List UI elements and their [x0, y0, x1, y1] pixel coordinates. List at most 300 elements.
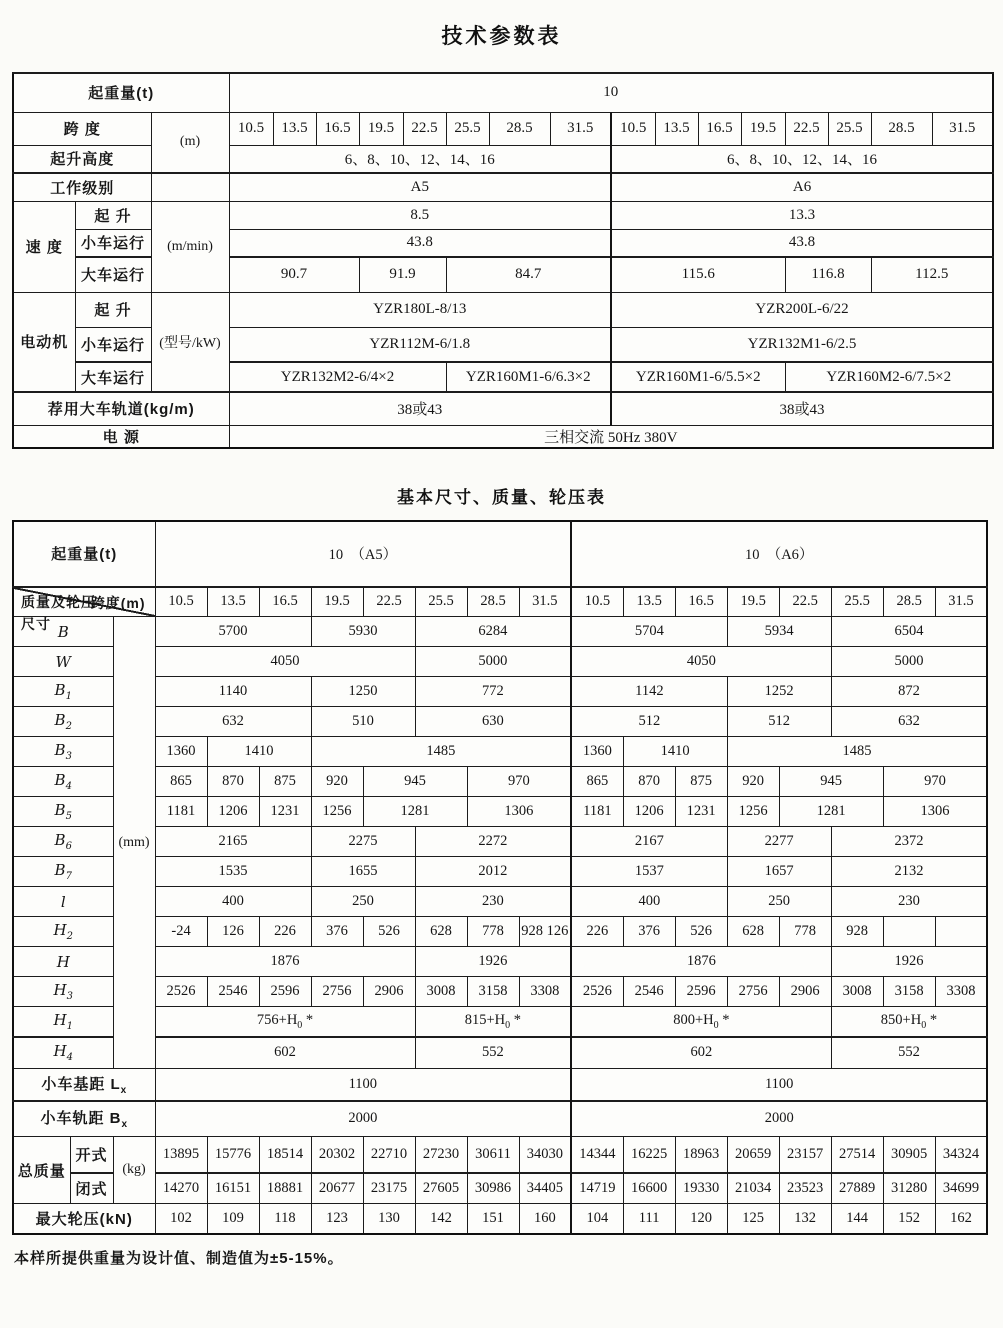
- table-cell: 2132: [831, 857, 987, 887]
- table-cell: 1926: [415, 947, 571, 977]
- table-cell: 13.5: [207, 587, 259, 617]
- table-cell: 512: [727, 707, 831, 737]
- table-cell: 111: [623, 1204, 675, 1234]
- table-cell: 14344: [571, 1137, 623, 1173]
- table-row: [13, 521, 987, 587]
- table-cell: 1410: [623, 737, 727, 767]
- table-cell: 90.7: [229, 257, 359, 292]
- table-row: [13, 647, 987, 677]
- table-cell: $B_5$: [13, 797, 113, 827]
- table-cell: $H_4$: [13, 1037, 113, 1069]
- table-cell: 1100: [571, 1069, 987, 1101]
- table-cell: $756+H_0$ *: [155, 1007, 415, 1037]
- table-cell: YZR160M2-6/7.5×2: [785, 362, 993, 392]
- table-row: [13, 947, 987, 977]
- table-cell: 27605: [415, 1173, 467, 1204]
- table-cell: 闭式: [70, 1173, 113, 1204]
- table-row: [13, 1137, 987, 1173]
- table-cell: 870: [207, 767, 259, 797]
- table-row: [13, 797, 987, 827]
- table-cell: 18514: [259, 1137, 311, 1173]
- table-cell: 2272: [415, 827, 571, 857]
- table-cell: 1306: [883, 797, 987, 827]
- table-cell: l: [13, 887, 113, 917]
- table-cell: 起重量(t): [13, 73, 229, 112]
- table-cell: 1306: [467, 797, 571, 827]
- table-cell: 2526: [571, 977, 623, 1007]
- table-cell: 1250: [311, 677, 415, 707]
- table-cell: 34405: [519, 1173, 571, 1204]
- table-cell: 230: [415, 887, 571, 917]
- table-cell: H: [13, 947, 113, 977]
- table-row: [13, 887, 987, 917]
- table-cell: 起 升: [75, 292, 151, 327]
- table-cell: 870: [623, 767, 675, 797]
- table-cell: 400: [155, 887, 311, 917]
- table-cell: 10.5: [611, 112, 655, 145]
- table-cell: 1655: [311, 857, 415, 887]
- table-cell: 142: [415, 1204, 467, 1234]
- table-row: [13, 292, 993, 327]
- table-cell: 27889: [831, 1173, 883, 1204]
- table-cell: 28.5: [489, 112, 550, 145]
- table-row: [13, 1069, 987, 1101]
- table-cell: 19330: [675, 1173, 727, 1204]
- table-cell: 945: [779, 767, 883, 797]
- table-cell: 30611: [467, 1137, 519, 1173]
- technical-parameters-table: [12, 72, 994, 449]
- table-cell: 526: [363, 917, 415, 947]
- table-cell: 928: [831, 917, 883, 947]
- table-cell: 116.8: [785, 257, 871, 292]
- table-row: [13, 617, 987, 647]
- table-cell: $H_1$: [13, 1007, 113, 1037]
- table-cell: 18963: [675, 1137, 727, 1173]
- table-cell: 25.5: [446, 112, 489, 145]
- table-cell: 2596: [259, 977, 311, 1007]
- table-cell: [883, 917, 935, 947]
- table-cell: 3308: [935, 977, 987, 1007]
- table-row: [13, 425, 993, 448]
- table-cell: 27514: [831, 1137, 883, 1173]
- table-cell: 31.5: [935, 587, 987, 617]
- table-row: [13, 201, 993, 229]
- table-cell: (kg): [113, 1137, 155, 1204]
- table-cell: 2906: [779, 977, 831, 1007]
- table-cell: 22.5: [785, 112, 828, 145]
- table-cell: 2906: [363, 977, 415, 1007]
- table-row: [13, 977, 987, 1007]
- table-cell: 1876: [571, 947, 831, 977]
- table-cell: 13.5: [273, 112, 316, 145]
- table-cell: 1252: [727, 677, 831, 707]
- table-row: [13, 767, 987, 797]
- table-row: [13, 587, 987, 617]
- table-cell: 2275: [311, 827, 415, 857]
- table-cell: YZR160M1-6/5.5×2: [611, 362, 785, 392]
- table-row: [13, 707, 987, 737]
- table-cell: 13.5: [655, 112, 698, 145]
- table-cell: 25.5: [831, 587, 883, 617]
- table-cell: 工作级别: [13, 173, 151, 201]
- table-cell: 3008: [831, 977, 883, 1007]
- table-cell: 14719: [571, 1173, 623, 1204]
- table-cell: 376: [311, 917, 363, 947]
- table-cell: 起升高度: [13, 145, 151, 173]
- table-cell: $B_4$: [13, 767, 113, 797]
- table-cell: YZR200L-6/22: [611, 292, 993, 327]
- table-cell: 10.5: [155, 587, 207, 617]
- table-cell: (型号/kW): [151, 292, 229, 392]
- table-cell: $B_3$: [13, 737, 113, 767]
- table-row: [13, 1101, 987, 1137]
- table-cell: 970: [467, 767, 571, 797]
- table-cell: YZR180L-8/13: [229, 292, 611, 327]
- table-cell: YZR132M2-6/4×2: [229, 362, 446, 392]
- table-cell: 电动机: [13, 292, 75, 392]
- table-cell: 630: [415, 707, 571, 737]
- table-row: [13, 173, 993, 201]
- table-cell: 小车轨距 $B_x$: [13, 1101, 155, 1137]
- table-cell: 1206: [207, 797, 259, 827]
- table-cell: 230: [831, 887, 987, 917]
- table-cell: 5930: [311, 617, 415, 647]
- table-cell: 1360: [155, 737, 207, 767]
- table-cell: 875: [675, 767, 727, 797]
- table-cell: 126: [207, 917, 259, 947]
- table-cell: 31.5: [932, 112, 993, 145]
- table-cell: 1281: [779, 797, 883, 827]
- table-cell: 小车运行: [75, 327, 151, 362]
- table-cell: 16.5: [698, 112, 741, 145]
- table-cell: 132: [779, 1204, 831, 1234]
- table-cell: 118: [259, 1204, 311, 1234]
- table-cell: 84.7: [446, 257, 611, 292]
- table-cell: 250: [311, 887, 415, 917]
- table-cell: 43.8: [229, 229, 611, 257]
- table-cell: 1876: [155, 947, 415, 977]
- table-cell: [151, 173, 229, 201]
- table-cell: 1100: [155, 1069, 571, 1101]
- table-cell: 91.9: [359, 257, 446, 292]
- table-row: [13, 677, 987, 707]
- table-cell: A5: [229, 173, 611, 201]
- diag-mass-wheel-label: 质量及轮压: [21, 594, 96, 610]
- table-cell: 1142: [571, 677, 727, 707]
- table-cell: 162: [935, 1204, 987, 1234]
- table-cell: 13.5: [623, 587, 675, 617]
- table-cell: 大车运行: [75, 257, 151, 292]
- table-cell: 2756: [311, 977, 363, 1007]
- table-cell: 112.5: [871, 257, 993, 292]
- table-row: [13, 392, 993, 425]
- table-cell: 25.5: [415, 587, 467, 617]
- table-cell: 1360: [571, 737, 623, 767]
- table-cell: 20659: [727, 1137, 779, 1173]
- table-cell: 19.5: [741, 112, 785, 145]
- table-row: [13, 1204, 987, 1234]
- table-cell: B: [13, 617, 113, 647]
- table-cell: 6284: [415, 617, 571, 647]
- table-cell: 226: [571, 917, 623, 947]
- table-cell: $815+H_0$ *: [415, 1007, 571, 1037]
- table-row: [13, 857, 987, 887]
- table-cell: 510: [311, 707, 415, 737]
- table-cell: 18881: [259, 1173, 311, 1204]
- table-cell: (mm): [113, 617, 155, 1069]
- table-cell: YZR160M1-6/6.3×2: [446, 362, 611, 392]
- table-cell: 130: [363, 1204, 415, 1234]
- table-cell: 6、8、10、12、14、16: [611, 145, 993, 173]
- diagonal-header-cell: [13, 587, 155, 632]
- table-cell: 152: [883, 1204, 935, 1234]
- table-cell: 1657: [727, 857, 831, 887]
- table-cell: 115.6: [611, 257, 785, 292]
- table-cell: 628: [727, 917, 779, 947]
- table-cell: 875: [259, 767, 311, 797]
- table-cell: 1231: [675, 797, 727, 827]
- table-cell: 30905: [883, 1137, 935, 1173]
- table-cell: 起重量(t): [13, 521, 155, 587]
- table-cell: 5704: [571, 617, 727, 647]
- table-cell: 1181: [155, 797, 207, 827]
- table-cell: 27230: [415, 1137, 467, 1173]
- table-cell: 13895: [155, 1137, 207, 1173]
- table-cell: 512: [571, 707, 727, 737]
- table-cell: 小车基距 $L_x$: [13, 1069, 155, 1101]
- table-cell: 19.5: [311, 587, 363, 617]
- table-cell: 19.5: [727, 587, 779, 617]
- table-cell: 928 126: [519, 917, 571, 947]
- table-cell: 602: [571, 1037, 831, 1069]
- table-cell: $B_7$: [13, 857, 113, 887]
- table-cell: 2277: [727, 827, 831, 857]
- table-cell: 总质量: [13, 1137, 70, 1204]
- table-cell: 1140: [155, 677, 311, 707]
- table-cell: 开式: [70, 1137, 113, 1173]
- table-cell: 1206: [623, 797, 675, 827]
- table-cell: $H_2$: [13, 917, 113, 947]
- table-cell: 10 （A6）: [571, 521, 987, 587]
- table-row: [13, 73, 993, 112]
- table-row: [13, 737, 987, 767]
- table-cell: 104: [571, 1204, 623, 1234]
- table-cell: 920: [727, 767, 779, 797]
- table-cell: 34030: [519, 1137, 571, 1173]
- table-cell: 28.5: [883, 587, 935, 617]
- table-cell: $800+H_0$ *: [571, 1007, 831, 1037]
- table-row: [13, 1037, 987, 1069]
- table-cell: 20677: [311, 1173, 363, 1204]
- table-cell: 109: [207, 1204, 259, 1234]
- table-cell: $B_1$: [13, 677, 113, 707]
- table-cell: 1535: [155, 857, 311, 887]
- table-cell: 6、8、10、12、14、16: [229, 145, 611, 173]
- table-cell: 778: [779, 917, 831, 947]
- table-cell: 10 （A5）: [155, 521, 571, 587]
- table-cell: 34699: [935, 1173, 987, 1204]
- table-cell: 2012: [415, 857, 571, 887]
- table-cell: 23157: [779, 1137, 831, 1173]
- table-cell: 526: [675, 917, 727, 947]
- table-cell: 632: [155, 707, 311, 737]
- table-cell: W: [13, 647, 113, 677]
- table-cell: 872: [831, 677, 987, 707]
- table-cell: 电 源: [13, 425, 229, 448]
- table-cell: 3158: [883, 977, 935, 1007]
- table-cell: 5934: [727, 617, 831, 647]
- table-cell: 31280: [883, 1173, 935, 1204]
- table-cell: 376: [623, 917, 675, 947]
- table-cell: 19.5: [359, 112, 403, 145]
- table-cell: $850+H_0$ *: [831, 1007, 987, 1037]
- table-cell: 21034: [727, 1173, 779, 1204]
- table-cell: $H_3$: [13, 977, 113, 1007]
- table-cell: 632: [831, 707, 987, 737]
- table-cell: 三相交流 50Hz 380V: [229, 425, 993, 448]
- table-cell: 30986: [467, 1173, 519, 1204]
- table-cell: 226: [259, 917, 311, 947]
- table-cell: 22.5: [363, 587, 415, 617]
- table-cell: 16600: [623, 1173, 675, 1204]
- table-cell: 2756: [727, 977, 779, 1007]
- table-cell: 628: [415, 917, 467, 947]
- table-cell: 43.8: [611, 229, 993, 257]
- table-cell: 945: [363, 767, 467, 797]
- footnote: 本样所提供重量为设计值、制造值为±5-15%。: [14, 1249, 344, 1267]
- table-cell: 速 度: [13, 201, 75, 292]
- table-cell: 2167: [571, 827, 727, 857]
- table-cell: 1281: [363, 797, 467, 827]
- table-cell: YZR112M-6/1.8: [229, 327, 611, 362]
- table-cell: 970: [883, 767, 987, 797]
- table-cell: 2000: [571, 1101, 987, 1137]
- table-cell: 16225: [623, 1137, 675, 1173]
- table-cell: 920: [311, 767, 363, 797]
- table-row: [13, 827, 987, 857]
- table-cell: 22.5: [403, 112, 446, 145]
- table-cell: 2000: [155, 1101, 571, 1137]
- table-cell: 38或43: [229, 392, 611, 425]
- table-cell: 小车运行: [75, 229, 151, 257]
- table-cell: 1181: [571, 797, 623, 827]
- table-cell: 5000: [831, 647, 987, 677]
- table-cell: 22710: [363, 1137, 415, 1173]
- table-cell: 跨 度: [13, 112, 151, 145]
- table-cell: 5700: [155, 617, 311, 647]
- table-cell: 25.5: [828, 112, 871, 145]
- table-cell: A6: [611, 173, 993, 201]
- diag-size-label: 尺寸: [21, 615, 51, 632]
- table-cell: 3158: [467, 977, 519, 1007]
- table2-title: 基本尺寸、质量、轮压表: [397, 487, 606, 507]
- table-cell: 28.5: [467, 587, 519, 617]
- table-cell: 123: [311, 1204, 363, 1234]
- table-cell: 16.5: [316, 112, 359, 145]
- table-cell: -24: [155, 917, 207, 947]
- table-cell: 28.5: [871, 112, 932, 145]
- table-cell: 22.5: [779, 587, 831, 617]
- table-cell: 778: [467, 917, 519, 947]
- table-cell: 1485: [727, 737, 987, 767]
- table-cell: (m): [151, 112, 229, 173]
- table-cell: 15776: [207, 1137, 259, 1173]
- dimensions-mass-wheel-pressure-table: [12, 520, 988, 1235]
- table-cell: 16.5: [259, 587, 311, 617]
- table-cell: 8.5: [229, 201, 611, 229]
- table-cell: $B_2$: [13, 707, 113, 737]
- table-cell: 16151: [207, 1173, 259, 1204]
- table-cell: (m/min): [151, 201, 229, 292]
- table-cell: 125: [727, 1204, 779, 1234]
- table-row: [13, 917, 987, 947]
- table-cell: 1485: [311, 737, 571, 767]
- table-cell: 160: [519, 1204, 571, 1234]
- table-cell: 1256: [727, 797, 779, 827]
- table-cell: 6504: [831, 617, 987, 647]
- table-cell: 1410: [207, 737, 311, 767]
- table-cell: 31.5: [550, 112, 611, 145]
- diag-span-label: 跨度(m): [90, 594, 146, 611]
- table-cell: YZR132M1-6/2.5: [611, 327, 993, 362]
- table-cell: $B_6$: [13, 827, 113, 857]
- table-cell: 2546: [207, 977, 259, 1007]
- table-cell: 10: [229, 73, 993, 112]
- table-cell: 2526: [155, 977, 207, 1007]
- table-cell: 13.3: [611, 201, 993, 229]
- table-cell: 1231: [259, 797, 311, 827]
- table-cell: 5000: [415, 647, 571, 677]
- table-cell: 865: [155, 767, 207, 797]
- table-cell: 23175: [363, 1173, 415, 1204]
- table-cell: 151: [467, 1204, 519, 1234]
- table-cell: 38或43: [611, 392, 993, 425]
- table-cell: 23523: [779, 1173, 831, 1204]
- table-cell: 102: [155, 1204, 207, 1234]
- table-cell: 250: [727, 887, 831, 917]
- table-cell: 2596: [675, 977, 727, 1007]
- table-row: [13, 1007, 987, 1037]
- table-cell: 2372: [831, 827, 987, 857]
- table-cell: 120: [675, 1204, 727, 1234]
- table-cell: 10.5: [571, 587, 623, 617]
- table-cell: 20302: [311, 1137, 363, 1173]
- table-cell: 16.5: [675, 587, 727, 617]
- table-cell: 552: [831, 1037, 987, 1069]
- table-cell: 最大轮压(kN): [13, 1204, 155, 1234]
- table-cell: 552: [415, 1037, 571, 1069]
- table-cell: 31.5: [519, 587, 571, 617]
- table-cell: 1256: [311, 797, 363, 827]
- table-cell: [935, 917, 987, 947]
- table-cell: 144: [831, 1204, 883, 1234]
- table-cell: 865: [571, 767, 623, 797]
- table-row: [13, 112, 993, 145]
- table-cell: 602: [155, 1037, 415, 1069]
- table-cell: 荐用大车轨道(kg/m): [13, 392, 229, 425]
- table-cell: 400: [571, 887, 727, 917]
- table1-title: 技术参数表: [441, 25, 562, 48]
- table-cell: 10.5: [229, 112, 273, 145]
- table-cell: 4050: [155, 647, 415, 677]
- table-cell: 2165: [155, 827, 311, 857]
- table-cell: 1537: [571, 857, 727, 887]
- table-cell: 4050: [571, 647, 831, 677]
- table-cell: 14270: [155, 1173, 207, 1204]
- table-cell: 1926: [831, 947, 987, 977]
- table-cell: 大车运行: [75, 362, 151, 392]
- table-cell: 2546: [623, 977, 675, 1007]
